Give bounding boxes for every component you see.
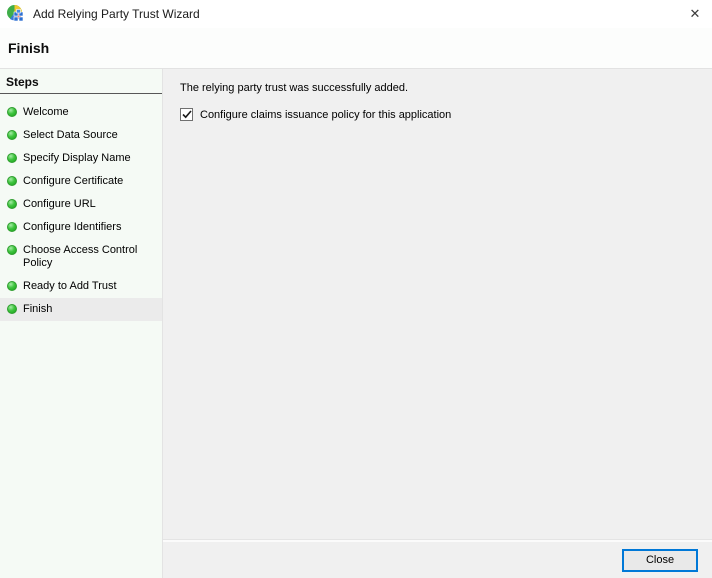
window-title: Add Relying Party Trust Wizard	[33, 7, 200, 21]
footer-bar	[163, 540, 712, 578]
step-complete-dot-icon	[7, 153, 17, 163]
step-item[interactable]	[0, 239, 162, 275]
titlebar	[0, 0, 712, 28]
step-complete-dot-icon	[7, 245, 17, 255]
step-label: Finish	[23, 303, 53, 315]
wizard-body	[0, 69, 712, 578]
step-label: Welcome	[23, 106, 69, 118]
step-item[interactable]	[0, 124, 162, 147]
success-message: The relying party trust was successfully added.	[180, 82, 409, 94]
step-complete-dot-icon	[7, 304, 17, 314]
step-item[interactable]	[0, 298, 162, 321]
close-icon[interactable]: ✕	[689, 6, 701, 21]
wizard-page-header	[0, 28, 712, 69]
step-label: Choose Access Control Policy	[23, 244, 138, 269]
configure-claims-checkbox-row[interactable]	[180, 108, 696, 121]
page-title: Finish	[8, 40, 50, 56]
step-item[interactable]	[0, 101, 162, 124]
step-complete-dot-icon	[7, 176, 17, 186]
step-item[interactable]	[0, 275, 162, 298]
checkbox-checked-icon[interactable]	[180, 108, 193, 121]
finish-page-content	[163, 69, 712, 540]
step-item[interactable]	[0, 216, 162, 239]
step-complete-dot-icon	[7, 107, 17, 117]
close-button[interactable]: Close	[622, 549, 698, 572]
step-label: Configure Identifiers	[23, 221, 122, 233]
step-label: Select Data Source	[23, 129, 118, 141]
step-item[interactable]	[0, 147, 162, 170]
configure-claims-checkbox-label: Configure claims issuance policy for this application	[200, 108, 452, 121]
main-panel	[163, 69, 712, 578]
adfs-wizard-icon	[6, 4, 26, 24]
step-item[interactable]	[0, 170, 162, 193]
steps-list	[0, 101, 162, 321]
step-label: Specify Display Name	[23, 152, 131, 164]
step-complete-dot-icon	[7, 281, 17, 291]
step-complete-dot-icon	[7, 199, 17, 209]
step-label: Configure URL	[23, 198, 96, 210]
step-complete-dot-icon	[7, 222, 17, 232]
steps-heading: Steps	[0, 69, 162, 94]
step-complete-dot-icon	[7, 130, 17, 140]
steps-sidebar	[0, 69, 163, 578]
step-item[interactable]	[0, 193, 162, 216]
step-label: Configure Certificate	[23, 175, 124, 187]
step-label: Ready to Add Trust	[23, 280, 117, 292]
